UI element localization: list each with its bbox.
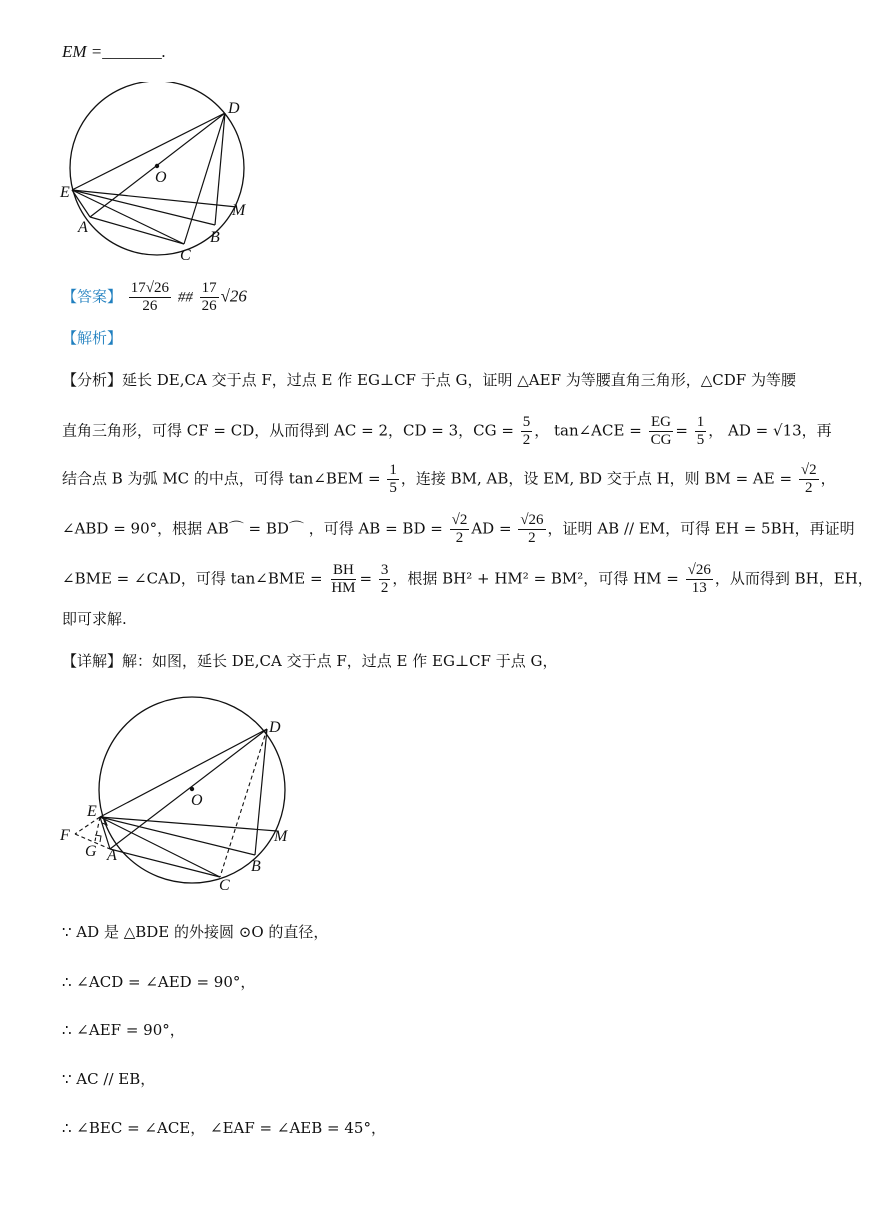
step-line-3 — [62, 1020, 185, 1040]
frac-three-halves-num: 3 — [380, 562, 389, 578]
analysis-text-3b: ，连接 BM, AB，设 EM, BD 交于点 H，则 BM = AE = — [400, 469, 793, 488]
analysis-line-5 — [62, 562, 873, 597]
step-text-3: ∴ ∠AEF = 90°， — [62, 1021, 185, 1039]
frac-bem-num: 1 — [389, 462, 397, 478]
analysis-tag: 【分析】 — [62, 371, 123, 389]
detail-text: 解：如图，延长 DE,CA 交于点 F，过点 E 作 EG⊥CF 于点 G， — [122, 652, 558, 670]
frac-bh-hm-num: BH — [332, 562, 354, 578]
answer-tag: 【答案】 — [62, 287, 123, 306]
analysis-text-5a: ∠BME = ∠CAD，可得 tan∠BME = — [62, 569, 323, 588]
answer-line — [62, 280, 247, 315]
frac-eg-cg-den: CG — [650, 432, 672, 448]
frac-bem-den: 5 — [389, 480, 397, 496]
analysis-line-4 — [62, 512, 855, 547]
label-b: B — [210, 229, 220, 246]
analysis-text-5c: ，根据 BH² + HM² = BM²，可得 HM = — [392, 569, 679, 588]
frac-cg-num: 5 — [522, 414, 531, 430]
answer-frac2-den: 26 — [201, 298, 217, 314]
step-text-4: ∵ AC // EB， — [62, 1070, 156, 1088]
jiexi-tag: 【解析】 — [62, 329, 123, 347]
line-ed — [72, 113, 225, 190]
frac-ab-den: 2 — [455, 530, 464, 546]
frac-tan-num: 1 — [696, 414, 705, 430]
label-g-2: G — [85, 843, 97, 860]
analysis-line-3 — [62, 462, 836, 497]
analysis-text-2a: 直角三角形，可得 CF = CD，从而得到 AC = 2，CD = 3，CG = — [62, 421, 514, 440]
analysis-text-3a: 结合点 B 为弧 MC 的中点，可得 tan∠BEM = — [62, 469, 381, 488]
step-line-1 — [62, 922, 328, 942]
frac-three-halves-den: 2 — [380, 580, 389, 596]
label-m-2: M — [274, 828, 288, 845]
step-line-4 — [62, 1069, 155, 1089]
answer-sep: ## — [177, 289, 193, 306]
analysis-text-2b: ， tan∠ACE = — [534, 421, 642, 440]
analysis-text-2c: = — [675, 421, 688, 440]
jiexi-line — [62, 328, 122, 348]
frac-cg-den: 2 — [522, 432, 531, 448]
frac-bh-hm-den: HM — [331, 580, 356, 596]
analysis-text-4c: ，证明 AB // EM，可得 EH = 5BH，再证明 — [547, 519, 855, 538]
line-db-2 — [255, 729, 267, 855]
label-d: D — [228, 100, 240, 117]
frac-ad-num: √26 — [520, 512, 544, 528]
analysis-line-6 — [62, 609, 127, 629]
frac-hm-den: 13 — [691, 580, 707, 596]
analysis-line-2 — [62, 414, 832, 449]
center-point-o — [155, 164, 159, 168]
line-eb — [72, 190, 215, 225]
frac-tan-den: 5 — [696, 432, 705, 448]
answer-tail: √26 — [220, 286, 247, 306]
line-em — [72, 190, 237, 207]
center-point-o-2 — [190, 787, 194, 791]
analysis-text-6: 即可求解. — [62, 610, 127, 628]
label-f-2: F — [60, 827, 70, 844]
step-text-2: ∴ ∠ACD = ∠AED = 90°， — [62, 973, 256, 991]
figure-2-circle-diagram — [55, 690, 305, 890]
dashed-line-eg — [95, 817, 100, 841]
label-e: E — [60, 184, 70, 201]
label-o-2: O — [191, 792, 203, 809]
label-a-2: A — [107, 847, 117, 864]
label-o: O — [155, 169, 167, 186]
analysis-text-2d: ， AD = √13，再 — [708, 421, 832, 440]
line-ad-2 — [110, 729, 267, 849]
line-ed-2 — [100, 729, 267, 817]
step-line-2 — [62, 972, 255, 992]
analysis-text-4b: AD = — [471, 519, 512, 538]
label-a: A — [78, 219, 88, 236]
frac-ad-den: 2 — [528, 530, 536, 546]
line-ec — [72, 190, 184, 244]
frac-hm-num: √26 — [687, 562, 711, 578]
detail-tag: 【详解】 — [62, 652, 123, 670]
answer-frac1-num: 17√26 — [130, 280, 170, 296]
frac-ab-num: √2 — [451, 512, 468, 528]
label-c: C — [180, 247, 191, 264]
label-c-2: C — [219, 877, 230, 890]
frac-bm-num: √2 — [800, 462, 817, 478]
label-e-2: E — [87, 803, 97, 820]
step-text-1: ∵ AD 是 △BDE 的外接圆 ⊙O 的直径， — [62, 923, 329, 941]
em-blank-line — [62, 42, 166, 62]
step-line-5 — [62, 1118, 386, 1138]
label-d-2: D — [269, 719, 281, 736]
analysis-text-4a: ∠ABD = 90°，根据 AB⌒ = BD⌒ ，可得 AB = BD = — [62, 519, 443, 538]
label-m: M — [232, 202, 246, 219]
step-text-5: ∴ ∠BEC = ∠ACE， ∠EAF = ∠AEB = 45°， — [62, 1119, 386, 1137]
line-ac-2 — [110, 849, 220, 877]
em-suffix: . — [161, 42, 167, 61]
analysis-line-1 — [62, 370, 796, 390]
label-b-2: B — [251, 858, 261, 875]
em-blank: _______ — [102, 42, 162, 61]
analysis-text-5d: ，从而得到 BH，EH， — [714, 569, 873, 588]
analysis-text-1: 延长 DE,CA 交于点 F，过点 E 作 EG⊥CF 于点 G，证明 △AEF 为等腰直角三角形，△CDF 为等腰 — [122, 371, 796, 389]
answer-frac1-den: 26 — [142, 298, 158, 314]
detail-line — [62, 651, 557, 671]
figure-1-circle-diagram — [50, 82, 270, 267]
frac-eg-cg-num: EG — [651, 414, 671, 430]
answer-frac2-num: 17 — [201, 280, 217, 296]
analysis-text-3c: ， — [820, 469, 836, 488]
frac-bm-den: 2 — [804, 480, 813, 496]
em-prefix: EM = — [62, 42, 103, 61]
analysis-text-5b: = — [359, 569, 373, 588]
